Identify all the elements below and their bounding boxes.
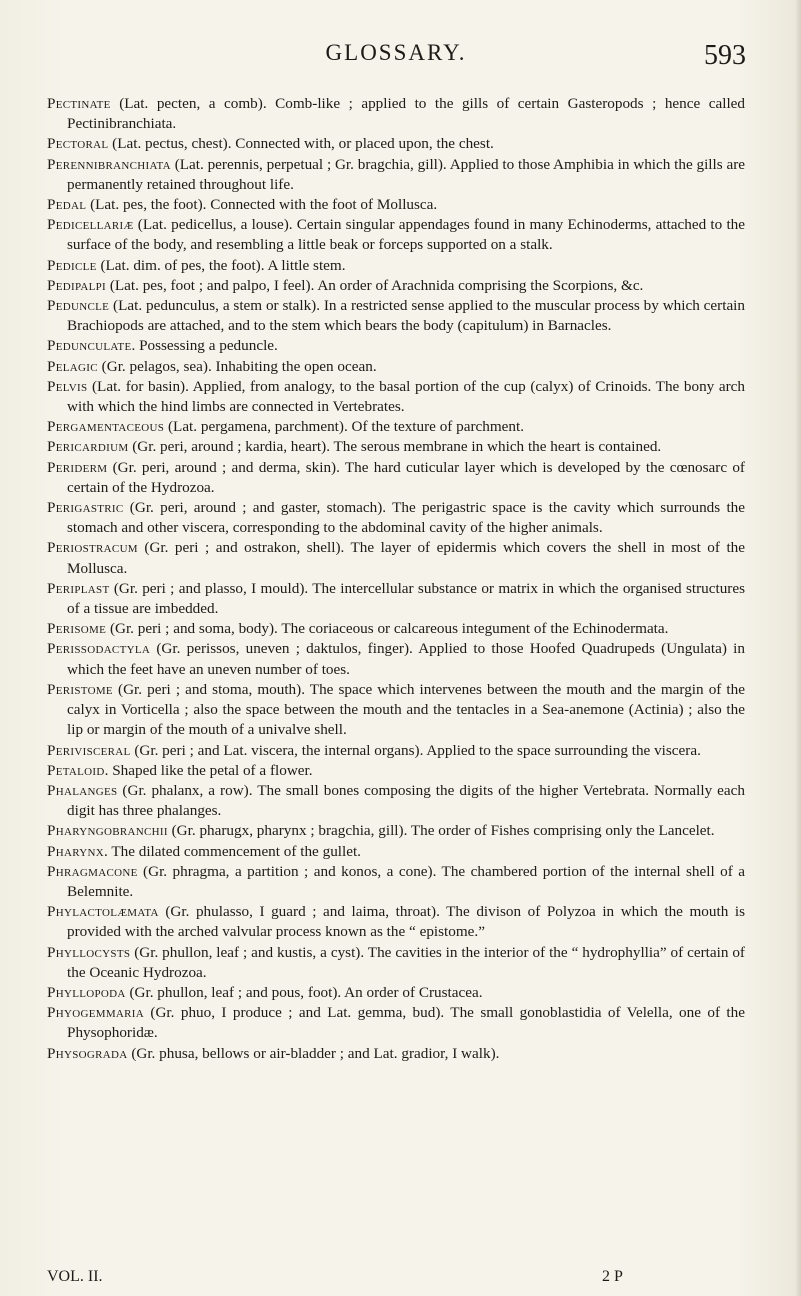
entry-term: Phyogemmaria	[47, 1004, 144, 1022]
glossary-entry	[47, 377, 745, 417]
glossary-entry	[47, 741, 745, 761]
glossary-entry	[47, 842, 745, 862]
entry-term: Perennibranchiata	[47, 155, 171, 173]
entry-definition: (Gr. peri ; and Lat. viscera, the internal organs). Applied to the space surrounding the viscera.	[130, 741, 701, 759]
glossary-entry	[47, 862, 745, 902]
glossary-entry	[47, 761, 745, 781]
entry-definition: (Lat. pedunculus, a stem or stalk). In a restricted sense applied to the muscular process by which certain Brachiopods are attached, and to the stem which bears the body (capitulum) in Barnacles.	[67, 297, 745, 335]
entry-definition: (Gr. peri ; and soma, body). The coriaceous or calcareous integument of the Echinodermata.	[106, 620, 669, 638]
entry-term: Peristome	[47, 680, 113, 698]
entry-definition: (Gr. pharugx, pharynx ; bragchia, gill). The order of Fishes comprising only the Lancelet.	[167, 822, 715, 840]
entry-definition: (Lat. pes, the foot). Connected with the foot of Mollusca.	[86, 196, 438, 214]
entry-definition: (Gr. phalanx, a row). The small bones composing the digits of the higher Vertebrata. Normally each digit has three phalanges.	[67, 781, 745, 820]
entry-term: Phragmacone	[47, 862, 138, 880]
entry-definition: (Gr. perissos, uneven ; daktulos, finger). Applied to those Hoofed Quadrupeds (Ungulata) in which the feet have an uneven number of toes.	[67, 640, 745, 678]
glossary-entry	[47, 417, 745, 437]
entry-term: Periderm	[47, 458, 108, 476]
entry-definition: (Gr. peri, around ; and gaster, stomach). The perigastric space is the cavity which surrounds the stomach and other viscera, corresponding to the abdominal cavity of the higher animals.	[67, 499, 745, 537]
entry-term: Phyllopoda	[47, 983, 126, 1001]
glossary-entry	[47, 1044, 745, 1064]
page-footer	[47, 1268, 745, 1290]
glossary-entries	[47, 94, 745, 1064]
entry-definition: (Lat. pergamena, parchment). Of the texture of parchment.	[164, 418, 525, 436]
glossary-entry	[47, 195, 745, 215]
glossary-entry	[47, 943, 745, 983]
entry-definition: (Gr. phullon, leaf ; and pous, foot). An order of Crustacea.	[125, 983, 483, 1001]
glossary-entry	[47, 781, 745, 821]
glossary-entry	[47, 983, 745, 1003]
entry-definition: (Lat. perennis, perpetual ; Gr. bragchia, gill). Applied to those Amphibia in which the gills are permanently retained throughout life.	[67, 155, 745, 193]
entry-term: Pedal	[47, 196, 87, 214]
glossary-entry	[47, 680, 745, 741]
glossary-entry	[47, 902, 745, 942]
entry-term: Phyllocysts	[47, 943, 131, 961]
entry-definition: (Gr. peri ; and plasso, I mould). The intercellular substance or matrix in which the organised structures of a tissue are imbedded.	[67, 579, 745, 618]
entry-definition: (Lat. pectus, chest). Connected with, or placed upon, the chest.	[108, 135, 494, 153]
entry-term: Pedicellariæ	[47, 216, 134, 234]
glossary-entry	[47, 336, 745, 356]
glossary-entry	[47, 538, 745, 578]
entry-definition: (Gr. peri ; and stoma, mouth). The space which intervenes between the mouth and the margin of the calyx in Vorticella ; also the space between the mouth and the tentacles in a Sea-anemone (Actinia) ; also the lip or margin of the mouth of a univalve shell.	[67, 680, 745, 739]
glossary-entry	[47, 357, 745, 377]
entry-term: Perigastric	[47, 499, 124, 517]
entry-definition: (Gr. peri, around ; kardia, heart). The serous membrane in which the heart is contained.	[128, 438, 662, 456]
glossary-entry	[47, 296, 745, 336]
glossary-entry	[47, 821, 745, 841]
page-header	[46, 40, 746, 78]
entry-term: Pedicle	[47, 256, 97, 274]
glossary-entry	[47, 498, 745, 538]
entry-definition: (Gr. peri ; and ostrakon, shell). The layer of epidermis which covers the shell in most of the Mollusca.	[67, 539, 745, 577]
glossary-entry	[47, 639, 745, 679]
entry-term: Phalanges	[47, 781, 118, 799]
glossary-entry	[47, 276, 745, 296]
entry-term: Phylactolæmata	[47, 903, 159, 921]
entry-term: Periostracum	[47, 539, 138, 557]
entry-definition: (Gr. phulasso, I guard ; and laima, throat). The divison of Polyzoa in which the mouth is provided with the arched valvular process known as the “ epistome.”	[67, 903, 745, 941]
glossary-entry	[47, 94, 745, 134]
entry-term: Pergamentaceous	[47, 418, 165, 436]
entry-term: Petaloid	[47, 761, 105, 779]
glossary-entry	[47, 579, 745, 619]
entry-definition: (Gr. phuo, I produce ; and Lat. gemma, bud). The small gonoblastidia of Velella, one of the Physophoridæ.	[67, 1004, 745, 1042]
entry-definition: (Gr. peri, around ; and derma, skin). The hard cuticular layer which is developed by the cœnosarc of certain of the Hydrozoa.	[67, 458, 745, 496]
entry-definition: . Shaped like the petal of a flower.	[104, 761, 313, 779]
glossary-entry	[47, 1003, 745, 1043]
entry-definition: (Lat. pes, foot ; and palpo, I feel). An order of Arachnida comprising the Scorpions, &c.	[106, 276, 644, 294]
glossary-entry	[47, 215, 745, 255]
page-number: 593	[704, 40, 746, 71]
entry-term: Peduncle	[47, 297, 110, 315]
glossary-entry	[47, 458, 745, 498]
entry-term: Perisome	[47, 620, 107, 638]
entry-definition: . The dilated commencement of the gullet.	[104, 842, 361, 860]
entry-term: Perissodactyla	[47, 640, 151, 658]
volume-label: VOL. II.	[47, 1268, 103, 1285]
entry-term: Pharynx	[47, 842, 104, 860]
entry-term: Perivisceral	[47, 741, 131, 759]
entry-definition: (Gr. phullon, leaf ; and kustis, a cyst). The cavities in the interior of the “ hydrophyllia” of certain of the Oceanic Hydrozoa.	[67, 943, 745, 981]
entry-definition: (Lat. pecten, a comb). Comb-like ; applied to the gills of certain Gasteropods ; hence called Pectinibranchiata.	[67, 95, 745, 133]
running-head: GLOSSARY.	[325, 40, 467, 65]
entry-term: Pedipalpi	[47, 276, 107, 294]
glossary-entry	[47, 437, 745, 457]
entry-term: Physograda	[47, 1044, 128, 1062]
entry-term: Pericardium	[47, 438, 129, 456]
entry-definition: (Gr. pelagos, sea). Inhabiting the open ocean.	[97, 357, 377, 375]
entry-term: Pelagic	[47, 357, 98, 375]
entry-term: Pectoral	[47, 135, 109, 153]
entry-definition: (Lat. dim. of pes, the foot). A little stem.	[96, 256, 346, 274]
glossary-entry	[47, 155, 745, 195]
entry-definition: (Gr. phusa, bellows or air-bladder ; and Lat. gradior, I walk).	[127, 1044, 500, 1062]
entry-definition: (Gr. phragma, a partition ; and konos, a cone). The chambered portion of the internal shell of a Belemnite.	[67, 862, 745, 900]
entry-definition: . Possessing a peduncle.	[131, 337, 278, 355]
entry-term: Pelvis	[47, 377, 88, 395]
glossary-entry	[47, 619, 745, 639]
entry-definition: (Lat. pedicellus, a louse). Certain singular appendages found in many Echinoderms, attached to the surface of the body, and resembling a little beak or forceps supported on a stalk.	[67, 216, 745, 254]
entry-term: Pedunculate	[47, 337, 132, 355]
glossary-entry	[47, 134, 745, 154]
glossary-entry	[47, 256, 745, 276]
signature-mark: 2 P	[602, 1268, 623, 1285]
entry-term: Pectinate	[47, 95, 111, 112]
entry-term: Pharyngobranchii	[47, 822, 168, 840]
entry-term: Periplast	[47, 579, 110, 597]
entry-definition: (Lat. for basin). Applied, from analogy, to the basal portion of the cup (calyx) of Crinoids. The bony arch with which the hind limbs are connected in Vertebrates.	[67, 377, 745, 416]
page-edge-shadow	[795, 0, 801, 1296]
